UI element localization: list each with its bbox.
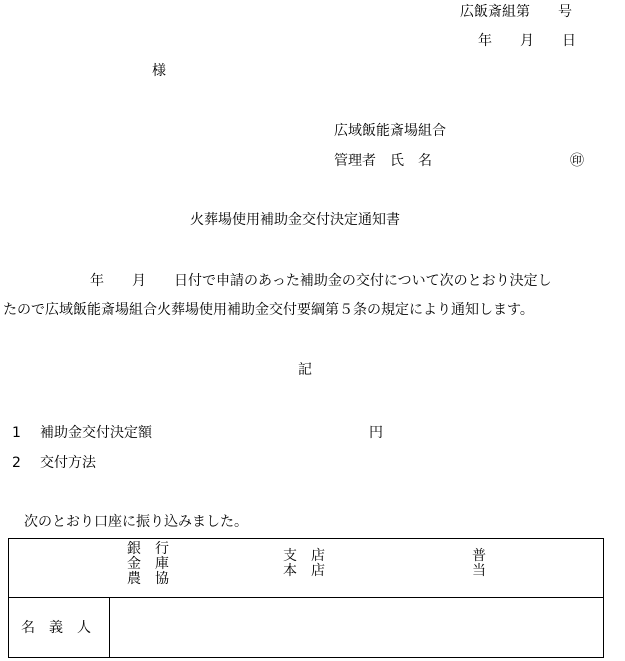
bank-type-nokyo: 農 協 [127, 571, 169, 587]
branch-type-branch: 支 店 [283, 548, 325, 564]
item2-label: 交付方法 [40, 455, 96, 471]
bank-type-shinkin: 金 庫 [127, 556, 169, 572]
item1-label: 補助金交付決定額 [40, 425, 152, 441]
item2-number: 2 [12, 455, 21, 471]
document-number: 広飯斎組第 号 [460, 4, 572, 20]
addressee-suffix: 様 [152, 63, 166, 79]
issuer-organization: 広域飯能斎場組合 [334, 123, 446, 139]
issuer-manager-name: 管理者 氏 名 [334, 153, 432, 169]
body-text-line2: たので広域飯能斎場組合火葬場使用補助金交付要綱第５条の規定により通知します。 [3, 302, 534, 318]
account-holder-value[interactable] [110, 598, 603, 657]
transfer-note: 次のとおり口座に振り込みました。 [24, 514, 248, 530]
document-title: 火葬場使用補助金交付決定通知書 [190, 212, 400, 228]
bank-type-bank: 銀 行 [127, 541, 169, 557]
ki-heading: 記 [298, 362, 312, 378]
document-date: 年 月 日 [478, 33, 576, 49]
branch-type-head-office: 本 店 [283, 563, 325, 579]
item1-number: 1 [12, 425, 21, 441]
body-text-line1: 年 月 日付で申請のあった補助金の交付について次のとおり決定し [90, 273, 552, 289]
seal-mark: ㊞ [570, 153, 584, 169]
account-type-current: 当 [472, 563, 486, 579]
account-type-ordinary: 普 [472, 548, 486, 564]
item1-unit: 円 [369, 425, 383, 441]
account-holder-label: 名 義 人 [21, 620, 91, 636]
